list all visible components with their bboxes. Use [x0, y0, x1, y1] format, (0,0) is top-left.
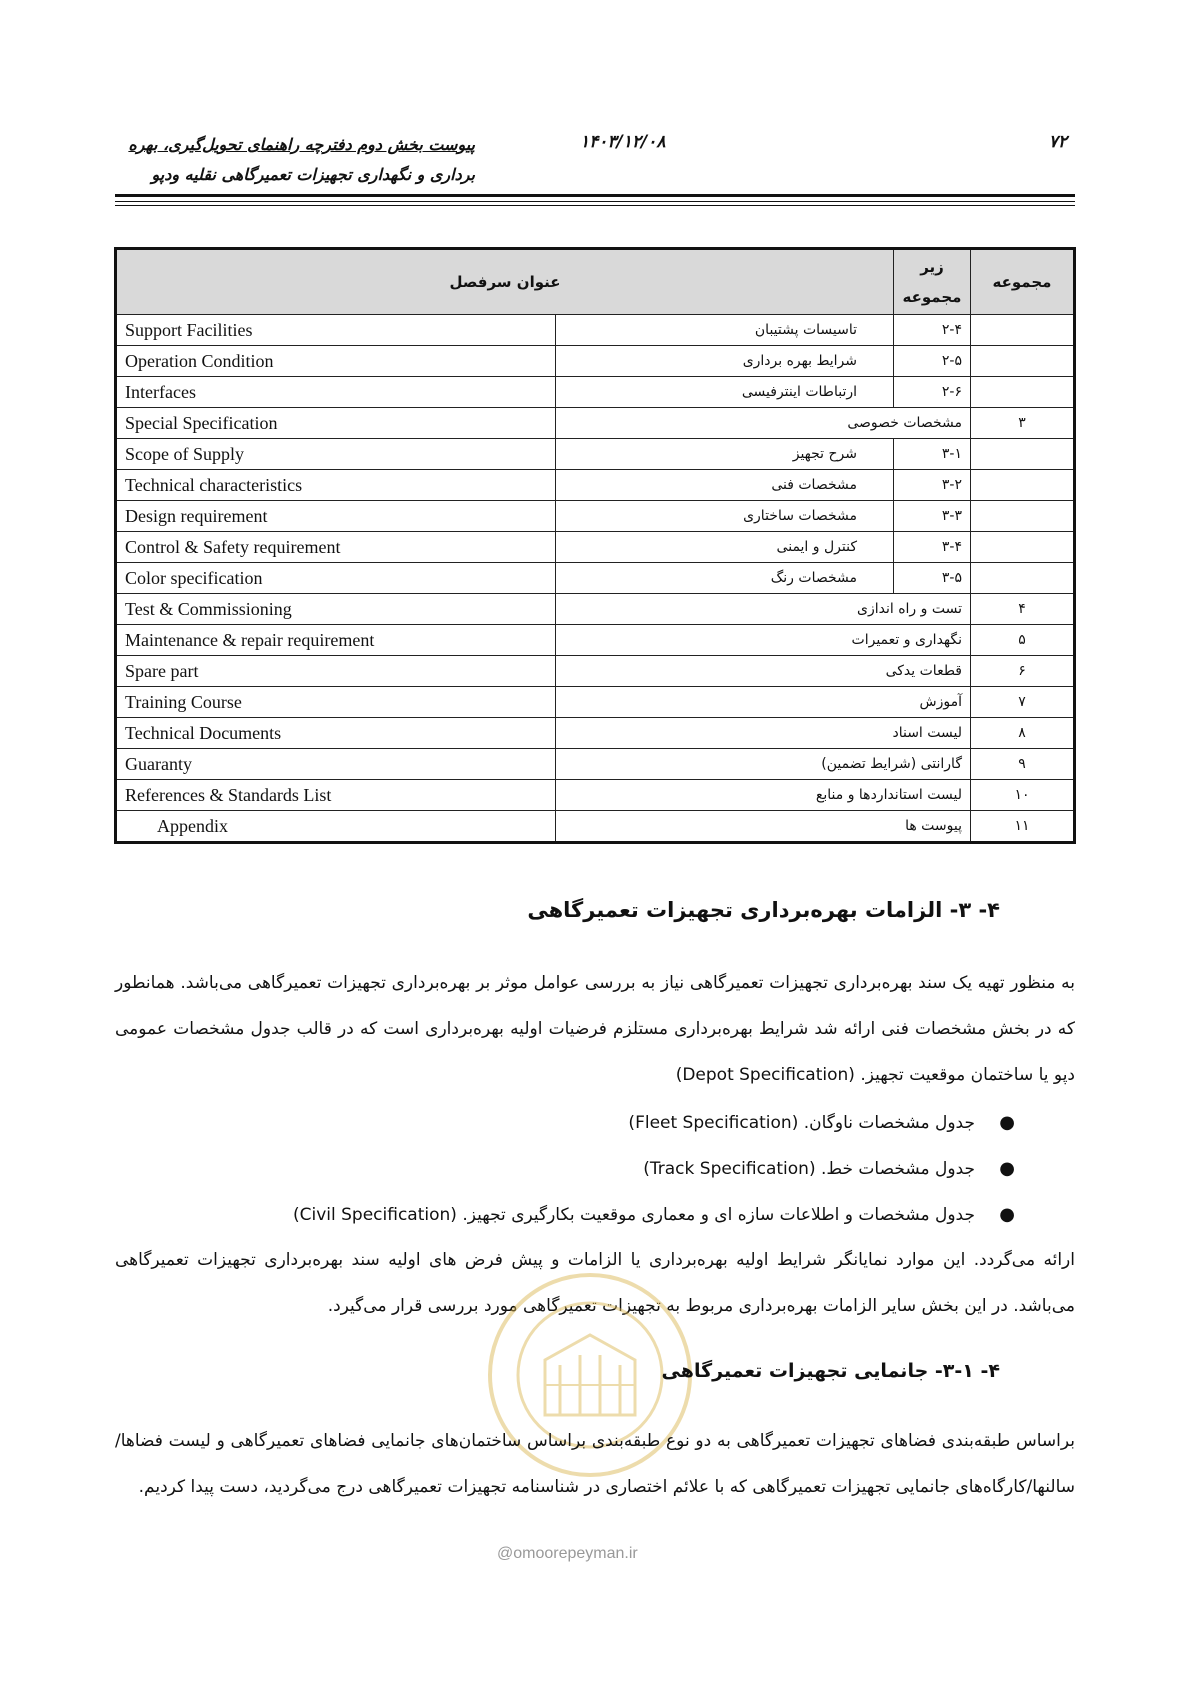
- header-rule: [115, 205, 1075, 206]
- header-date: ۱۴۰۳/۱۲/۰۸: [580, 132, 666, 152]
- english-title-cell: References & Standards List: [116, 780, 556, 811]
- sub-number-cell: ۲-۴: [894, 315, 971, 346]
- group-number-cell: ۴: [971, 594, 1075, 625]
- watermark-text: @omoorepeyman.ir: [497, 1545, 638, 1562]
- persian-title-cell: نگهداری و تعمیرات: [556, 625, 971, 656]
- english-title-cell: Technical Documents: [116, 718, 556, 749]
- bullet-icon: ●: [999, 1204, 1015, 1225]
- english-title-cell: Test & Commissioning: [116, 594, 556, 625]
- persian-title-cell: گارانتی (شرایط تضمین): [556, 749, 971, 780]
- header-group-cell: مجموعه: [971, 249, 1075, 315]
- table-row: [116, 656, 1075, 687]
- table-row: [116, 439, 1075, 470]
- persian-title-cell: لیست اسناد: [556, 718, 971, 749]
- group-number-cell: ۳: [971, 408, 1075, 439]
- group-number-cell: ۹: [971, 749, 1075, 780]
- paragraph: ارائه می‌گردد. این موارد نمایانگر شرایط اولیه بهره‌برداری یا الزامات و پیش فرض های اولیه سند بهره‌برداری تجهیزات تعمیرگاهی می‌باشد. در این بخش سایر الزامات بهره‌برداری مربوط به تجهیزات تعمیرگاهی مورد بررسی قرار می‌گیرد.: [115, 1250, 1075, 1316]
- table-header-row: [116, 249, 1075, 315]
- persian-title-cell: تست و راه اندازی: [556, 594, 971, 625]
- header-title-line2: برداری و نگهداری تجهیزات تعمیرگاهی نقلیه ودپو: [151, 165, 475, 184]
- persian-title-cell: مشخصات خصوصی: [556, 408, 971, 439]
- group-number-cell: [971, 346, 1075, 377]
- header-title-line1: پیوست بخش دوم دفترچه راهنمای تحویل‌گیری، بهره: [128, 135, 475, 154]
- list-item: [115, 1146, 1015, 1192]
- subsection-heading: ۴- ۳-۱- جانمایی تجهیزات تعمیرگاهی: [661, 1360, 1000, 1382]
- sub-number-cell: ۲-۶: [894, 377, 971, 408]
- paragraph: براساس طبقه‌بندی فضاهای تجهیزات تعمیرگاهی به دو نوع طبقه‌بندی براساس ساختمان‌های جانمایی فضاهای تعمیرگاهی و لیست فضاها/سالنها/کارگاه‌های جانمایی تجهیزات تعمیرگاهی که با علائم اختصاری در شناسنامه تجهیزات تعمیرگاهی درج می‌گردید، دست پیدا کردیم.: [115, 1431, 1075, 1497]
- english-title-cell: Support Facilities: [116, 315, 556, 346]
- table-row: [116, 532, 1075, 563]
- group-number-cell: [971, 439, 1075, 470]
- group-number-cell: [971, 470, 1075, 501]
- group-number-cell: ۶: [971, 656, 1075, 687]
- english-title-cell: Maintenance & repair requirement: [116, 625, 556, 656]
- english-title-cell: Scope of Supply: [116, 439, 556, 470]
- header-title-cell: عنوان سرفصل: [116, 249, 894, 315]
- table-row: [116, 563, 1075, 594]
- english-title-cell: Training Course: [116, 687, 556, 718]
- table-row: [116, 625, 1075, 656]
- table-row: [116, 780, 1075, 811]
- list-item-text: جدول مشخصات و اطلاعات سازه ای و معماری موقعیت بکارگیری تجهیز. (Civil Specification): [293, 1205, 975, 1225]
- sub-number-cell: ۳-۴: [894, 532, 971, 563]
- bullet-icon: ●: [999, 1158, 1015, 1179]
- english-title-cell: Color specification: [116, 563, 556, 594]
- english-title-cell: Interfaces: [116, 377, 556, 408]
- table-row: [116, 315, 1075, 346]
- table-row: [116, 470, 1075, 501]
- header-rule: [115, 194, 1075, 197]
- group-number-cell: [971, 315, 1075, 346]
- group-number-cell: ۷: [971, 687, 1075, 718]
- persian-title-cell: لیست استانداردها و منابع: [556, 780, 971, 811]
- english-title-cell: Design requirement: [116, 501, 556, 532]
- english-title-cell: Technical characteristics: [116, 470, 556, 501]
- english-title-cell: Operation Condition: [116, 346, 556, 377]
- group-number-cell: [971, 501, 1075, 532]
- group-number-cell: ۸: [971, 718, 1075, 749]
- table-row: [116, 687, 1075, 718]
- persian-title-cell: شرح تجهیز: [556, 439, 894, 470]
- group-number-cell: ۵: [971, 625, 1075, 656]
- bullet-icon: ●: [999, 1112, 1015, 1133]
- persian-title-cell: مشخصات فنی: [556, 470, 894, 501]
- list-item-text: جدول مشخصات ناوگان. (Fleet Specification): [628, 1113, 975, 1133]
- persian-title-cell: مشخصات رنگ: [556, 563, 894, 594]
- table-row: [116, 718, 1075, 749]
- persian-title-cell: شرایط بهره برداری: [556, 346, 894, 377]
- table-row: [116, 501, 1075, 532]
- section-heading: ۴- ۳- الزامات بهره‌برداری تجهیزات تعمیرگاهی: [527, 898, 1000, 922]
- sub-number-cell: ۲-۵: [894, 346, 971, 377]
- list-item: [115, 1100, 1015, 1146]
- group-number-cell: [971, 377, 1075, 408]
- list-item-text: جدول مشخصات خط. (Track Specification): [643, 1159, 975, 1179]
- table-row: [116, 749, 1075, 780]
- persian-title-cell: مشخصات ساختاری: [556, 501, 894, 532]
- group-number-cell: [971, 563, 1075, 594]
- group-number-cell: ۱۰: [971, 780, 1075, 811]
- sub-number-cell: ۳-۳: [894, 501, 971, 532]
- table-row: [116, 346, 1075, 377]
- persian-title-cell: تاسیسات پشتیبان: [556, 315, 894, 346]
- persian-title-cell: قطعات یدکی: [556, 656, 971, 687]
- header-title: [115, 130, 475, 190]
- page-number: ۷۲: [1048, 132, 1067, 152]
- persian-title-cell: ارتباطات اینترفیسی: [556, 377, 894, 408]
- table-row: [116, 408, 1075, 439]
- persian-title-cell: پیوست ها: [556, 811, 971, 843]
- persian-title-cell: آموزش: [556, 687, 971, 718]
- group-number-cell: [971, 532, 1075, 563]
- table-row: [116, 811, 1075, 843]
- sub-number-cell: ۳-۲: [894, 470, 971, 501]
- table-row: [116, 594, 1075, 625]
- persian-title-cell: کنترل و ایمنی: [556, 532, 894, 563]
- group-number-cell: ۱۱: [971, 811, 1075, 843]
- sub-number-cell: ۳-۵: [894, 563, 971, 594]
- paragraph: به منظور تهیه یک سند بهره‌برداری تجهیزات تعمیرگاهی نیاز به بررسی عوامل موثر بر بهره‌برداری تجهیزات تعمیرگاهی می‌باشد. همانطور که در بخش مشخصات فنی ارائه شد شرایط بهره‌برداری مستلزم فرضیات اولیه بهره‌برداری است که در قالب جدول مشخصات عمومی دپو یا ساختمان موقعیت تجهیز. (Depot Specification): [115, 973, 1075, 1085]
- header-sub-cell: زیر مجموعه: [894, 249, 971, 315]
- english-title-cell: Guaranty: [116, 749, 556, 780]
- page-header: [115, 128, 1075, 198]
- bullet-list: [115, 1100, 1015, 1238]
- contents-table: [114, 247, 1076, 844]
- english-title-cell: Spare part: [116, 656, 556, 687]
- english-title-cell: Special Specification: [116, 408, 556, 439]
- list-item: [115, 1192, 1015, 1238]
- english-title-cell: Control & Safety requirement: [116, 532, 556, 563]
- header-rule: [115, 201, 1075, 202]
- english-title-cell: Appendix: [116, 811, 556, 843]
- table-row: [116, 377, 1075, 408]
- sub-number-cell: ۳-۱: [894, 439, 971, 470]
